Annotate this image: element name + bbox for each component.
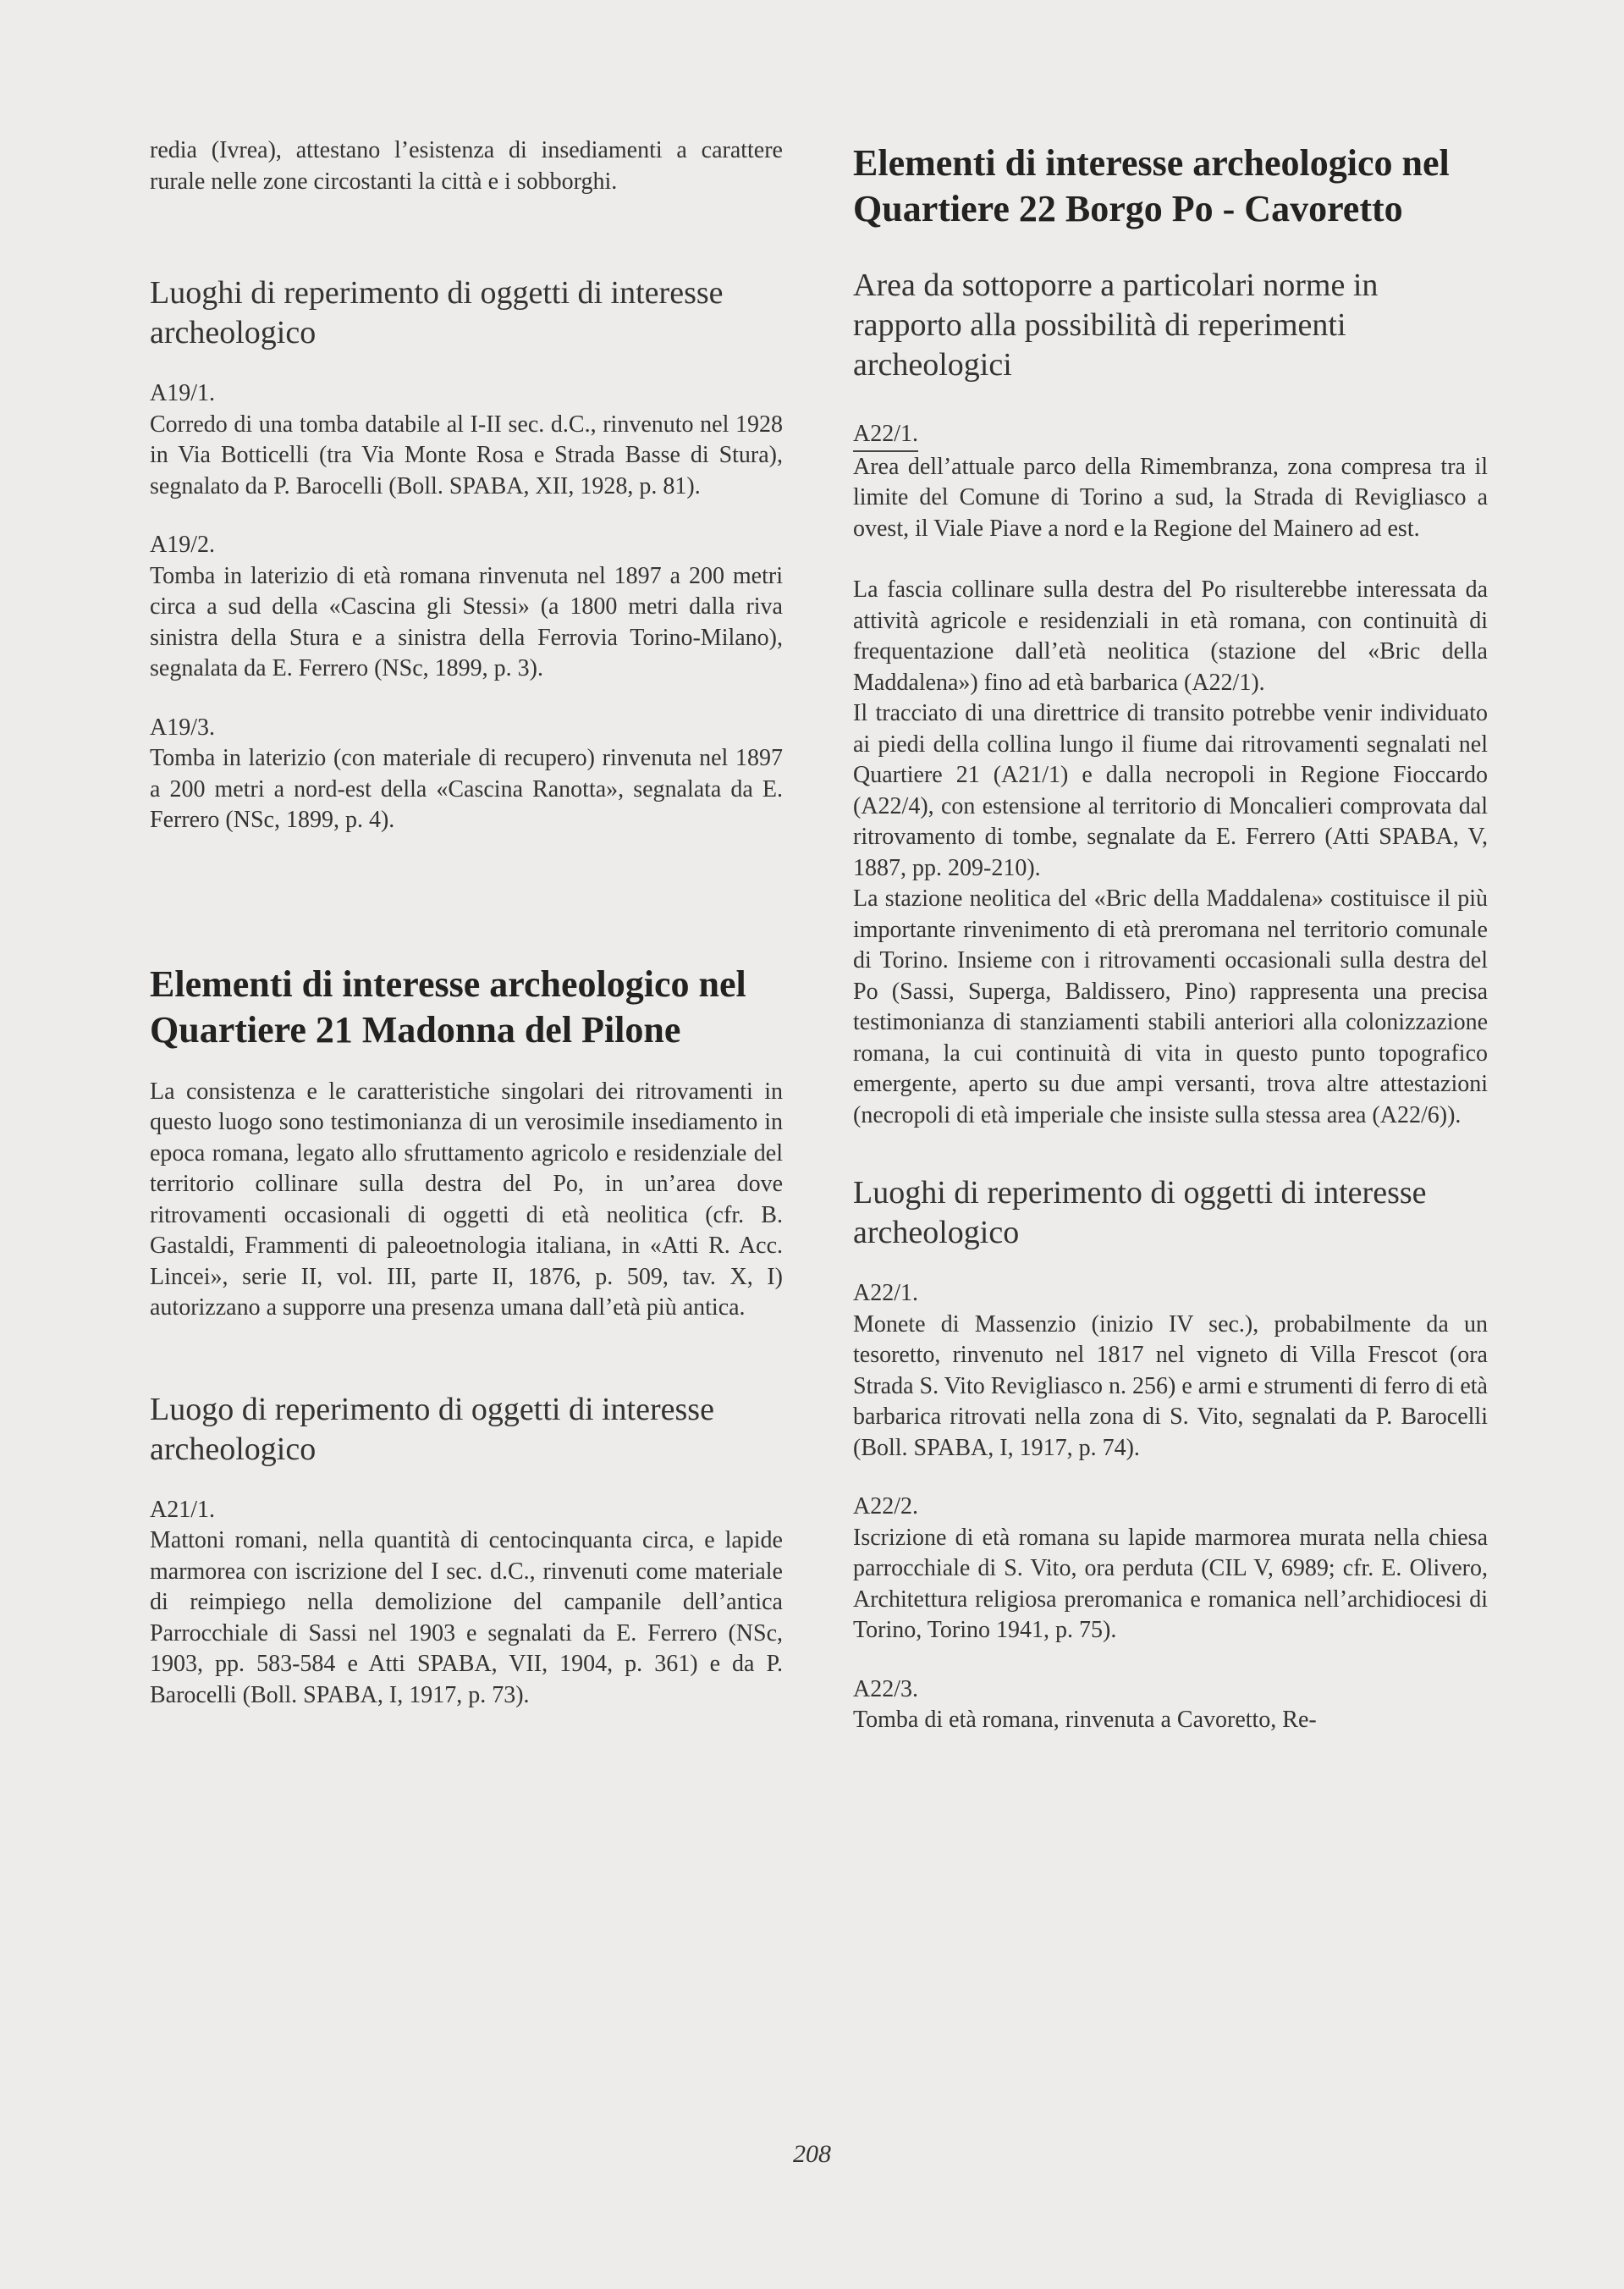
- entry-code: A22/1.: [853, 419, 918, 452]
- heading-luoghi-q19: Luoghi di reperimento di oggetti di interesse archeologico: [150, 275, 724, 350]
- entry-text: Tomba in laterizio (con materiale di recupero) rinvenuta nel 1897 a 200 metri a nord-est della «Cascina Ranotta», segnalata da E. Ferrero (NSc, 1899, p. 4).: [150, 745, 783, 833]
- entry-text: Area dell’attuale parco della Rimembranza, zona compresa tra il limite del Comune di Torino a sud, la Strada di Revigliasco a ovest, il Viale Piave a nord e la Regione del Mainero ad est.: [853, 453, 1488, 542]
- entry-text: Corredo di una tomba databile al I-II sec. d.C., rinvenuto nel 1928 in Via Botticelli (tra Via Monte Rosa e Strada Basse di Stura), segnalato da P. Barocelli (Boll. SPABA, XII, 1928, p. 81).: [150, 411, 783, 499]
- entry-code: A22/1.: [853, 1280, 918, 1306]
- heading-luogo-q21: Luogo di reperimento di oggetti di interesse archeologico: [150, 1391, 714, 1467]
- entry-code: A19/2.: [150, 532, 215, 558]
- entry-code: A21/1.: [150, 1496, 215, 1523]
- entry-text: Iscrizione di età romana su lapide marmorea murata nella chiesa parrocchiale di S. Vito, ora perduta (CIL V, 6989; cfr. E. Olivero, Architettura religiosa preromanica e romanica nell’archidiocesi di Torino, Torino 1941, p. 75).: [853, 1524, 1488, 1643]
- entry-A19-1: [150, 378, 783, 502]
- heading-quartiere-22: Elementi di interesse archeologico nel Quartiere 22 Borgo Po - Cavoretto: [853, 142, 1450, 229]
- entry-text: Monete di Massenzio (inizio IV sec.), probabilmente da un tesoretto, rinvenuto nel 1817 nel vigneto di Villa Frescot (ora Strada S. Vito Revigliasco n. 256) e armi e strumenti di ferro di età barbarica ritrovati nella zona di S. Vito, segnalati da P. Barocelli (Boll. SPABA, I, 1917, p. 74).: [853, 1310, 1488, 1461]
- entry-A19-2: [150, 530, 783, 685]
- entry-code: A22/2.: [853, 1493, 918, 1520]
- left-column: [150, 135, 783, 1711]
- entry-A21-1: [150, 1495, 783, 1712]
- entry-code: A22/3.: [853, 1675, 918, 1702]
- page-number: 208: [793, 2140, 831, 2168]
- heading-quartiere-21: Elementi di interesse archeologico nel Quartiere 21 Madonna del Pilone: [150, 962, 746, 1051]
- area-entry-A22-1: [853, 419, 1488, 544]
- entry-A22-2: [853, 1492, 1488, 1646]
- q22-paragraph-2: Il tracciato di una direttrice di transito potrebbe venir individuato ai piedi della collina lungo il fiume dai ritrovamenti segnalati nel Quartiere 21 (A21/1) e dalla necropoli in Regione Fioccardo (A22/4), con estensione al territorio di Moncalieri comprovata dal ritrovamento di tombe, segnalate da E. Ferrero (Atti SPABA, V, 1887, pp. 209-210).: [853, 700, 1488, 881]
- entry-text: Tomba in laterizio di età romana rinvenuta nel 1897 a 200 metri circa a sud della «Cascina gli Stessi» (a 1800 metri dalla riva sinistra della Stura e a sinistra della Ferrovia Torino-Milano), segnalata da E. Ferrero (NSc, 1899, p. 3).: [150, 562, 783, 681]
- entry-A22-1: [853, 1278, 1488, 1464]
- q21-paragraph: La consistenza e le caratteristiche singolari dei ritrovamenti in questo luogo sono testimonianza di un verosimile insediamento in epoca romana, legato allo sfruttamento agricolo e residenziale del territorio collinare sulla destra del Po, in un’area dove ritrovamenti occasionali di oggetti di età neolitica (cfr. B. Gastaldi, Frammenti di paleoetnologia italiana, in «Atti R. Acc. Lincei», serie II, vol. III, parte II, 1876, p. 509, tav. X, I) autorizzano a supporre una presenza umana dall’età più antica.: [150, 1078, 783, 1321]
- q22-paragraph-1: La fascia collinare sulla destra del Po risulterebbe interessata da attività agricole e residenziali in età romana, con continuità di frequentazione dall’età neolitica (stazione del «Bric della Maddalena») fino ad età barbarica (A22/1).: [853, 576, 1488, 696]
- heading-luoghi-q22: Luoghi di reperimento di oggetti di interesse archeologico: [853, 1175, 1427, 1250]
- entry-code: A19/1.: [150, 380, 215, 406]
- entry-text: Tomba di età romana, rinvenuta a Cavoretto, Re-: [853, 1707, 1317, 1733]
- intro-paragraph: redia (Ivrea), attestano l’esistenza di insediamenti a carattere rurale nelle zone circostanti la città e i sobborghi.: [150, 137, 783, 195]
- entry-code: A19/3.: [150, 714, 215, 741]
- entry-A19-3: [150, 713, 783, 836]
- q22-paragraph-3: La stazione neolitica del «Bric della Maddalena» costituisce il più importante rinvenimento di età preromana nel territorio comunale di Torino. Insieme con i ritrovamenti occasionali sulla destra del Po (Sassi, Superga, Baldissero, Pino) rappresenta una precisa testimonianza di stanziamenti stabili anteriori alla colonizzazione romana, la cui continuità di vita in questo punto topografico emergente, aperto su due ampi versanti, trova altre attestazioni (necropoli di età imperiale che insiste sulla stessa area (A22/6)).: [853, 885, 1488, 1128]
- heading-area-norme: Area da sottoporre a particolari norme in rapporto alla possibilità di reperimenti archeologici: [853, 268, 1379, 383]
- entry-text: Mattoni romani, nella quantità di centocinquanta circa, e lapide marmorea con iscrizione del I sec. d.C., rinvenuti come materiale di reimpiego nella demolizione del campanile dell’antica Parrocchiale di Sassi nel 1903 e segnalati da E. Ferrero (NSc, 1903, pp. 583-584 e Atti SPABA, VII, 1904, p. 361) e da P. Barocelli (Boll. SPABA, I, 1917, p. 73).: [150, 1527, 783, 1708]
- entry-A22-3: [853, 1674, 1488, 1736]
- right-column: [853, 141, 1488, 1736]
